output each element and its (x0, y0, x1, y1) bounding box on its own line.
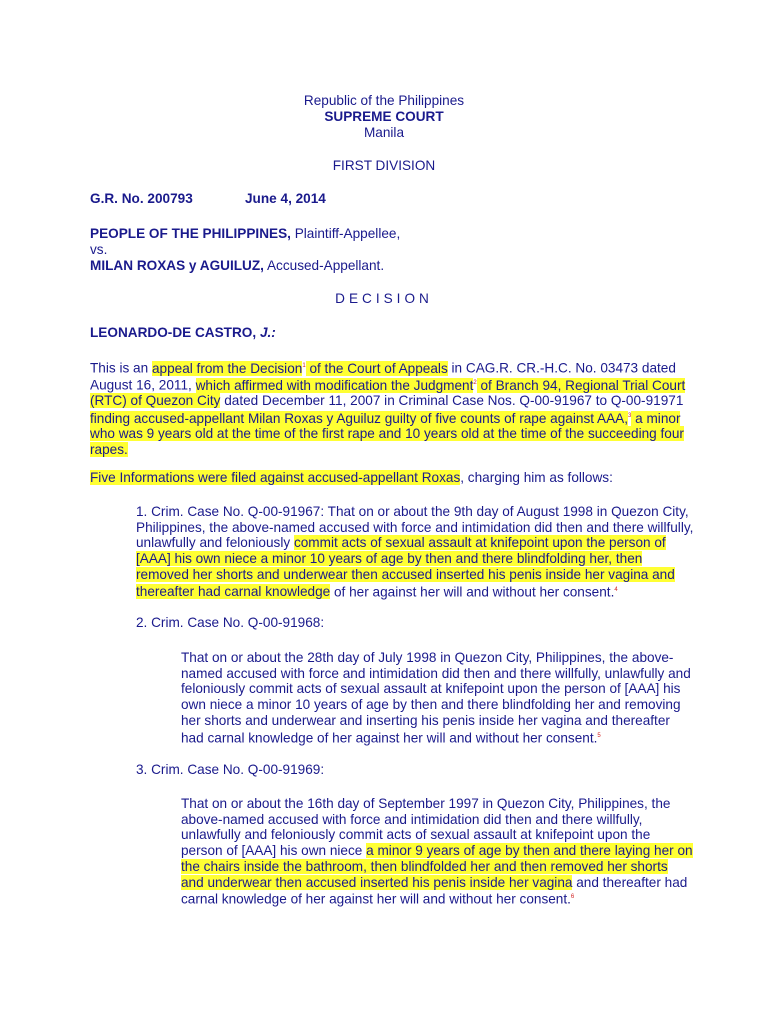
city-line: Manila (363, 125, 405, 140)
paragraph-line (136, 535, 696, 551)
highlighted-text: commit acts of sexual assault at knifepoint upon the person of (293, 535, 666, 551)
text-run: , charging him as follows: (460, 470, 613, 485)
text-run: unlawfully and feloniously (136, 535, 294, 551)
highlighted-text: the chairs inside the bathroom, then blindfolded her and then removed her shorts (181, 858, 668, 874)
text-run: in CAG.R. CR.-H.C. No. 03473 dated (447, 360, 676, 376)
text-run: of her against her will and without her consent. (330, 584, 615, 600)
paragraph-line: feloniously commit acts of sexual assault at knifepoint upon the person of [AAA] his (181, 681, 681, 697)
gr-number: G.R. No. 200793 (90, 191, 193, 206)
highlighted-text: thereafter had carnal knowledge (136, 584, 331, 600)
text-run: August 16, 2011, (90, 377, 196, 393)
text-run: dated December 11, 2007 in Criminal Case Nos. Q-00-91967 to Q-00-91971 (220, 393, 684, 409)
paragraph-line (136, 583, 696, 600)
text-run: This is an (90, 360, 152, 376)
appellant-role: Accused-Appellant. (263, 258, 385, 273)
court-name: SUPREME COURT (324, 109, 444, 124)
informations-paragraph (90, 470, 690, 486)
paragraph-line (181, 729, 701, 746)
highlighted-text: of the Court of Appeals (305, 360, 448, 376)
highlighted-text: finding accused-appellant Milan Roxas y Aguiluz guilty of five counts of rape against AAA, (90, 410, 629, 426)
paragraph-line: her shorts and underwear and inserting his penis inside her vagina and thereafter (181, 712, 670, 728)
paragraph-line (181, 859, 701, 875)
paragraph-line: named accused with force and intimidation did then and there willfully, unlawfully and (181, 665, 691, 681)
highlighted-text: who was 9 years old at the time of the first rape and 10 years old at the time of the succeeding four (90, 426, 684, 442)
party-appellee (90, 226, 400, 242)
crim-case-3-heading: 3. Crim. Case No. Q-00-91969: (136, 762, 325, 777)
paragraph-line (90, 359, 690, 376)
paragraph-line: unlawfully and feloniously commit acts of sexual assault at knifepoint upon the (181, 827, 651, 843)
highlighted-text: of Branch 94, Regional Trial Court (476, 377, 686, 393)
republic-line: Republic of the Philippines (303, 93, 465, 108)
text-run: person of [AAA] his own niece (181, 843, 367, 859)
crim-case-3 (181, 796, 701, 907)
text-run: and thereafter had (572, 874, 688, 890)
paragraph-line: own niece a minor 10 years of age by then and there blindfolding her and removing (181, 697, 681, 713)
paragraph-line: That on or about the 16th day of September 1997 in Quezon City, Philippines, the (181, 796, 671, 811)
paragraph-line (181, 875, 701, 891)
highlighted-text: a minor (631, 410, 681, 426)
crim-case-2 (181, 650, 701, 746)
ponente (90, 325, 276, 341)
decision-heading: DECISION (335, 291, 433, 306)
paragraph-line (181, 890, 701, 907)
opening-paragraph (90, 359, 690, 458)
footnote-link[interactable]: 2 (473, 380, 477, 387)
footnote-link[interactable]: 6 (570, 894, 575, 901)
paragraph-line: 1. Crim. Case No. Q-00-91967: That on or about the 9th day of August 1998 in Quezon City, (136, 504, 689, 519)
paragraph-line (90, 470, 690, 486)
paragraph-line (90, 376, 690, 393)
paragraph-line: Philippines, the above-named accused with force and intimidation did then and there willfully, (136, 519, 694, 535)
paragraph-line (90, 442, 690, 458)
paragraph-line (90, 426, 690, 442)
highlighted-text: and underwear then accused inserted his penis inside her vagina (181, 874, 573, 890)
highlighted-text: which affirmed with modification the Judgment (195, 377, 474, 393)
paragraph-line (181, 843, 701, 859)
highlighted-text: (RTC) of Quezon City (90, 393, 221, 409)
division-line: FIRST DIVISION (332, 158, 436, 173)
paragraph-line: above-named accused with force and intimidation did then and there willfully, (181, 811, 643, 827)
paragraph-line (136, 551, 696, 567)
highlighted-text: rapes. (90, 442, 128, 458)
paragraph-line (136, 567, 696, 583)
crim-case-1 (136, 504, 696, 600)
footnote-link[interactable]: 3 (628, 413, 632, 420)
appellant-name: MILAN ROXAS y AGUILUZ, (90, 258, 264, 273)
paragraph-line (90, 409, 690, 426)
footnote-link[interactable]: 1 (302, 363, 306, 369)
footnote-link[interactable]: 4 (614, 586, 618, 593)
ponente-name: LEONARDO-DE CASTRO, (90, 325, 257, 340)
versus-line: vs. (90, 242, 108, 257)
text-run: carnal knowledge of her against her will and without her consent. (181, 891, 571, 907)
highlighted-text: appeal from the Decision (151, 360, 303, 376)
highlighted-text: a minor 9 years of age by then and there laying her on (366, 843, 693, 859)
paragraph-line (90, 393, 690, 409)
crim-case-2-heading: 2. Crim. Case No. Q-00-91968: (136, 615, 325, 630)
party-appellant (90, 258, 384, 274)
paragraph-line: That on or about the 28th day of July 1998 in Quezon City, Philippines, the above- (181, 650, 674, 665)
appellee-role: Plaintiff-Appellee, (290, 226, 401, 241)
highlighted-text: removed her shorts and underwear then accused inserted his penis inside her vagina and (136, 566, 675, 582)
ponente-title: J.: (259, 325, 276, 340)
footnote-link[interactable]: 5 (597, 732, 601, 739)
text-run: had carnal knowledge of her against her will and without her consent. (181, 730, 598, 746)
decision-date: June 4, 2014 (245, 191, 326, 206)
highlighted-text: [AAA] his own niece a minor 10 years of age by then and there blindfolding her, then (136, 551, 643, 567)
appellee-name: PEOPLE OF THE PHILIPPINES, (90, 226, 291, 241)
highlighted-text: Five Informations were filed against accused-appellant Roxas (90, 470, 461, 485)
